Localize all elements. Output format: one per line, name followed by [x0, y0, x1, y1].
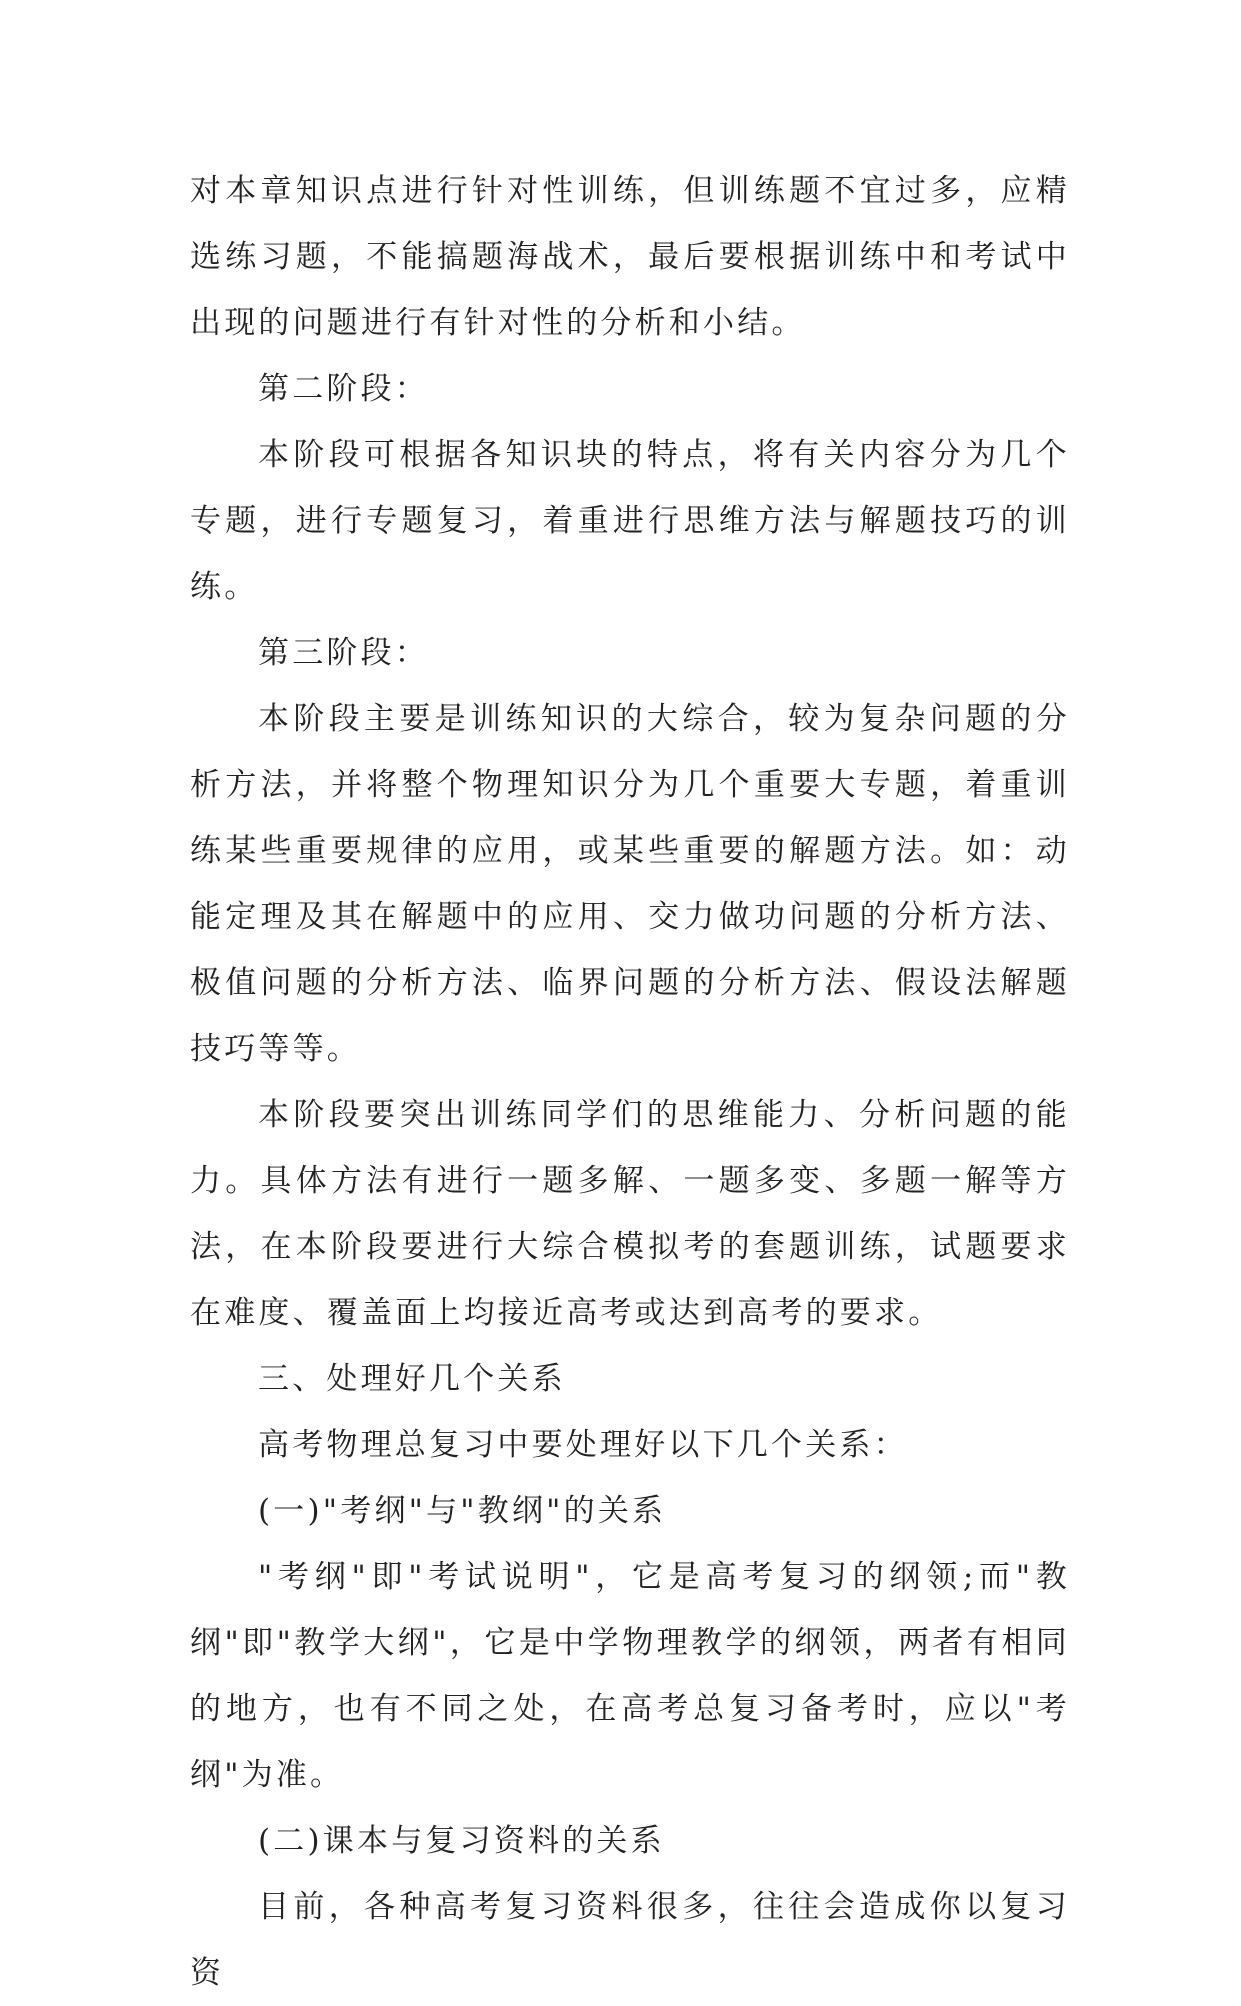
heading-stage-three: 第三阶段：	[258, 635, 429, 671]
heading-section-three: 三、处理好几个关系	[258, 1361, 566, 1397]
paragraph-relationship-one: "考纲"即"考试说明"，它是高考复习的纲领;而"教纲"即"教学大纲"，它是中学物理教学的纲领，两者有相同的地方，也有不同之处，在高考总复习备考时，应以"考纲"为准。	[190, 1559, 1070, 1793]
paragraph-relationship-two: 目前，各种高考复习资料很多，往往会造成你以复习资	[190, 1889, 1070, 1991]
heading-stage-two: 第二阶段：	[258, 371, 429, 407]
paragraph-stage-three: 本阶段主要是训练知识的大综合，较为复杂问题的分析方法，并将整个物理知识分为几个重要大专题，着重训练某些重要规律的应用，或某些重要的解题方法。如：动能定理及其在解题中的应用、交力做功问题的分析方法、极值问题的分析方法、临界问题的分析方法、假设法解题技巧等等。	[190, 701, 1070, 1067]
paragraph-continuation: 对本章知识点进行针对性训练，但训练题不宜过多，应精选练习题，不能搞题海战术，最后要根据训练中和考试中出现的问题进行有针对性的分析和小结。	[190, 173, 1070, 341]
paragraph-stage-three-methods: 本阶段要突出训练同学们的思维能力、分析问题的能力。具体方法有进行一题多解、一题多变、多题一解等方法，在本阶段要进行大综合模拟考的套题训练，试题要求在难度、覆盖面上均接近高考或达到高考的要求。	[190, 1097, 1070, 1331]
document-body	[190, 158, 1070, 2006]
heading-relationship-two: (二)课本与复习资料的关系	[258, 1823, 665, 1859]
heading-relationship-one: (一)"考纲"与"教纲"的关系	[258, 1493, 667, 1529]
paragraph-stage-two: 本阶段可根据各知识块的特点，将有关内容分为几个专题，进行专题复习，着重进行思维方法与解题技巧的训练。	[190, 437, 1070, 605]
paragraph-relationships-intro: 高考物理总复习中要处理好以下几个关系：	[258, 1427, 908, 1463]
